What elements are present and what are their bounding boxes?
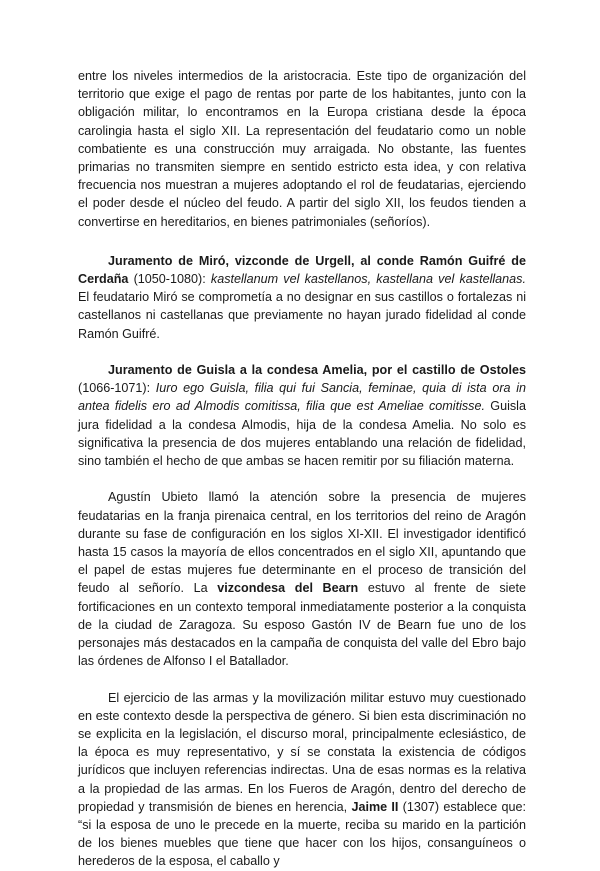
paragraph-juramento-guisla [78, 361, 526, 470]
paragraph-gap [78, 231, 526, 252]
paragraph-ejercicio-armas [78, 689, 526, 871]
paragraph-text: entre los niveles intermedios de la aristocracia. Este tipo de organización del territorio que exige el pago de rentas por parte de los habitantes, junto con la obligación militar, lo encontramos en la Europa cristiana desde la época carolingia hasta el siglo XII. La representación del feudatario como un noble combatiente es una construcción muy arraigada. No obstante, las fuentes primarias no transmiten siempre en sentido estricto esta idea, y con relativa frecuencia nos muestran a mujeres adoptando el rol de feudatarias, ejerciendo el poder desde el núcleo del feudo. A partir del siglo XII, los feudos tienden a convertirse en hereditarios, en bienes patrimoniales (señoríos). [78, 69, 526, 229]
paragraph-juramento-miro [78, 252, 526, 343]
paragraph-feudal-organization [78, 67, 526, 231]
heading-juramento-guisla: Juramento de Guisla a la condesa Amelia, por el castillo de Ostoles [108, 363, 526, 378]
paragraph-text: (1307) establece que: “si la esposa de uno le precede en la muerte, reciba su marido en la partición de los bienes muebles que tiene que hacer con los hijos, consanguíneos o herederos de la esposa, el caballo y [78, 799, 526, 869]
paragraph-text: El ejercicio de las armas y la movilización militar estuvo muy cuestionado en este contexto desde la perspectiva de género. Si bien esta discriminación no se explicita en la legislación, el discurso moral, principalmente eclesiástico, de la época es muy representativo, y sí se constata la existencia de códigos jurídicos que incluyen referencias indirectas. Una de esas normas es la relativa a la propiedad de las armas. En los Fueros de Aragón, dentro del derecho de propiedad y transmisión de bienes en herencia, [78, 690, 526, 814]
document-body [78, 67, 526, 871]
heading-juramento-miro: Juramento de Miró, vizconde de Urgell, al conde Ramón Guifré de Cerdaña [78, 253, 526, 287]
paragraph-gap [78, 470, 526, 488]
paragraph-gap [78, 343, 526, 361]
term-jaime-ii: Jaime II [351, 799, 399, 814]
paragraph-text: El feudatario Miró se comprometía a no designar en sus castillos o fortalezas ni castellanos ni castellanas que previamente no hayan jurado fidelidad al conde Ramón Guifré. [78, 290, 526, 341]
latin-quote: Iuro ego Guisla, filia qui fui Sancia, feminae, quia di ista ora in antea fidelis ero ad Almodis comitissa, filia que est Ameliae comitisse. [78, 381, 526, 414]
term-vizcondesa-bearn: vizcondesa del Bearn [217, 581, 359, 596]
paragraph-text: Agustín Ubieto llamó la atención sobre la presencia de mujeres feudatarias en la franja pirenaica central, en los territorios del reino de Aragón durante su fase de configuración en los siglos XI-XII. El investigador identificó hasta 15 casos la mayoría de ellos concentrados en el siglo XII, apuntando que el papel de estas mujeres fue determinante en el proceso de transición del feudo al señorío. La [78, 490, 526, 596]
paragraph-text: Guisla jura fidelidad a la condesa Almodis, hija de la condesa Amelia. No solo es significativa la presencia de dos mujeres entablando una relación de fidelidad, sino también el hecho de que ambas se hacen remitir por su filiación materna. [78, 399, 526, 469]
paragraph-gap [78, 670, 526, 688]
date-range: (1066-1071): [78, 381, 156, 396]
date-range: (1050-1080): [128, 272, 211, 287]
latin-quote: kastellanum vel kastellanos, kastellana vel kastellanas. [210, 272, 526, 287]
paragraph-agustin-ubieto [78, 488, 526, 670]
paragraph-text: estuvo al frente de siete fortificaciones en un contexto temporal inmediatamente posterior a la conquista de la ciudad de Zaragoza. Su esposo Gastón IV de Bearn fue uno de los personajes más destacados en la campaña de conquista del valle del Ebro bajo las órdenes de Alfonso I el Batallador. [78, 581, 526, 669]
